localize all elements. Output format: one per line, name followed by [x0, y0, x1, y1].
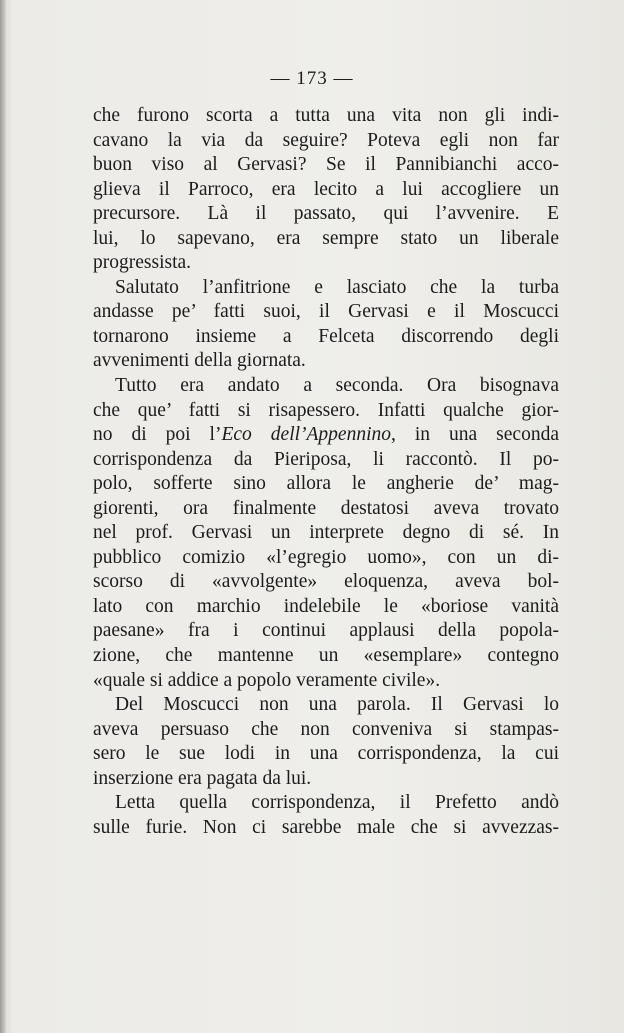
text-line: lui, lo sapevano, era sempre stato un liberale: [93, 227, 559, 249]
text-line: tornarono insieme a Felceta discorrendo degli: [93, 325, 559, 347]
text-line: corrispondenza da Pieriposa, li raccontò. Il po-: [93, 448, 559, 470]
page-number: — 173 —: [270, 68, 354, 89]
text-line: pubblico comizio «l’egregio uomo», con un di-: [93, 546, 559, 568]
text-line: che que’ fatti si risapessero. Infatti qualche gior-: [93, 399, 559, 421]
text-line: scorso di «avvolgente» eloquenza, aveva bol-: [93, 571, 559, 593]
text-line: Salutato l’anfitrione e lasciato che la turba: [115, 276, 559, 298]
text-line: andasse pe’ fatti suoi, il Gervasi e il Moscucci: [93, 301, 559, 323]
text-line: aveva persuaso che non conveniva si stampas-: [93, 718, 559, 740]
text-line: cavano la via da seguire? Poteva egli non far: [93, 129, 559, 151]
text-line: avvenimenti della giornata.: [93, 350, 306, 372]
text-line: Tutto era andato a seconda. Ora bisognava: [115, 375, 559, 397]
page-binding-edge: [0, 0, 6, 1033]
text-line: zione, che mantenne un «esemplare» contegno: [93, 645, 559, 667]
text-line: sero le sue lodi in una corrispondenza, la cui: [93, 743, 559, 765]
text-line: che furono scorta a tutta una vita non gli indi-: [93, 105, 559, 126]
text-line: paesane» fra i continui applausi della popola-: [93, 620, 559, 642]
text-line: «quale si addice a popolo veramente civile».: [93, 669, 441, 691]
text-line: Letta quella corrispondenza, il Prefetto andò: [115, 792, 559, 814]
text-line: nel prof. Gervasi un interprete degno di sé. In: [93, 522, 559, 544]
body-text: [93, 104, 559, 840]
text-line: giorenti, ora finalmente destatosi aveva trovato: [93, 497, 559, 519]
text-line: sulle furie. Non ci sarebbe male che si avvezzas-: [93, 816, 559, 838]
text-line: no di poi l’Eco dell’Appennino, in una seconda: [93, 424, 559, 446]
text-line: polo, sofferte sino allora le angherie de’ mag-: [93, 473, 559, 495]
text-line: Del Moscucci non una parola. Il Gervasi lo: [115, 694, 559, 716]
text-line: inserzione era pagata da lui.: [93, 767, 312, 789]
text-line: buon viso al Gervasi? Se il Pannibianchi acco-: [93, 154, 559, 176]
text-line: progressista.: [93, 252, 192, 274]
text-line: glieva il Parroco, era lecito a lui accogliere un: [93, 178, 559, 200]
text-line: precursore. Là il passato, qui l’avvenire. E: [93, 203, 559, 225]
text-line: lato con marchio indelebile le «boriose vanità: [93, 595, 559, 617]
